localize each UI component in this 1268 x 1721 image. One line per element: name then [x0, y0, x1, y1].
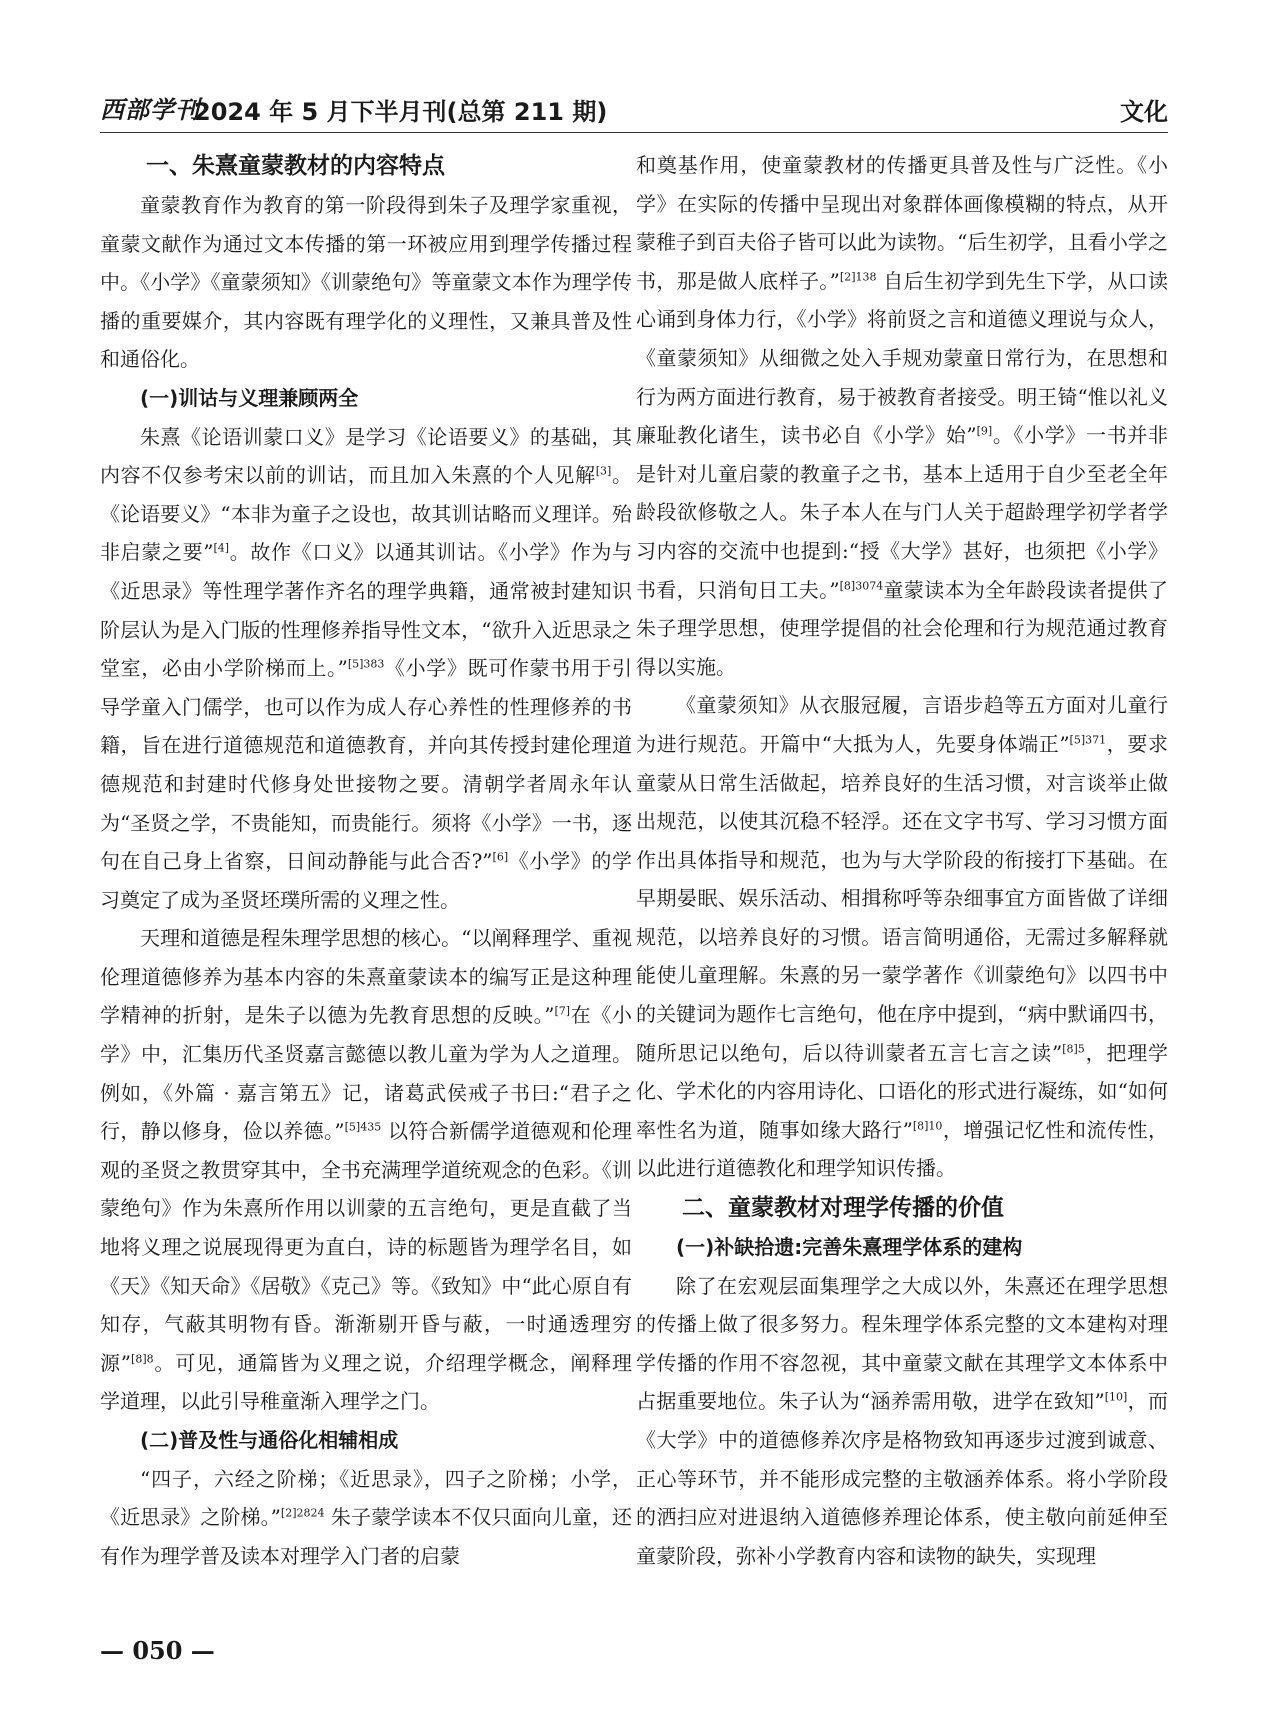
citation: [8]3074 [839, 578, 884, 592]
citation: [2]2824 [280, 1506, 325, 1520]
citation: [7] [554, 1004, 571, 1018]
citation: [10] [1104, 1390, 1128, 1404]
paragraph-5: 除了在宏观层面集理学之大成以外，朱熹还在理学思想的传播上做了很多努力。程朱理学体系完整的文本建构对理学传播的作用不容忽视，其中童蒙文献在其理学文本体系中占据重要地位。朱子认为“涵养需用敬，进学在致知”[10]，而《大学》中的道德修养次序是格物致知再逐步过渡到诚意、正心等环节，并不能形成完整的主敬涵养体系。将小学阶段的洒扫应对进退纳入道德修养理论体系，使主敬向前延伸至童蒙阶段，弥补小学教育内容和读物的缺失，实现理 [636, 1273, 1168, 1568]
left-column [100, 146, 632, 1575]
paragraph-3-continued: 和奠基作用，使童蒙教材的传播更具普及性与广泛性。《小学》在实际的传播中呈现出对象群体画像模糊的特点，从开蒙稚子到百夫俗子皆可以此为读物。“后生初学，且看小学之书，那是做人底样子。”$^{[2]138}$ 自后生初学到先生下学，从口读心诵到身体力行，《小学》将前贤之言和道德义理说与众人，《童蒙须知》从细微之处入手规劝蒙童日常行为，在思想和行为两方面进行教育，易于被教育者接受。明王锜“惟以礼义廉耻教化诸生，读书必自《小学》始”[9]。《小学》一书并非是针对儿童启蒙的教童子之书，基本上适用于自少至老全年龄段欲修敬之人。朱子本人在与门人关于超龄理学初学者学习内容的交流中也提到:“授《大学》甚好，也须把《小学》书看，只消旬日工夫。”$^{[8]3074}$童蒙读本为全年龄段读者提供了朱子理学思想，使理学提倡的社会伦理和行为规范通过教育得以实施。 [636, 153, 1168, 679]
citation: [2]138 [839, 270, 877, 284]
paragraph-2: 天理和道德是程朱理学思想的核心。“以阐释理学、重视伦理道德修养为基本内容的朱熹童蒙读本的编写正是这种理学精神的折射，是朱子以德为先教育思想的反映。”[7]在《小学》中，汇集历代圣贤嘉言懿德以教儿童为学为人之道理。例如，《外篇 · 嘉言第五》记，诸葛武侯戒子书曰:“君子之行，静以修身，俭以养德。”$^{[5]435}$ 以符合新儒学道德观和伦理观的圣贤之教贯穿其中，全书充满理学道统观念的色彩。《训蒙绝句》作为朱熹所作用以训蒙的五言绝句，更是直截了当地将义理之说展现得更为直白，诗的标题皆为理学名目，如《天》《知天命》《居敬》《克己》等。《致知》中“此心原自有知存，气蔽其明物有昏。渐渐剔开昏与蔽，一时通透理穷源”$^{[8]8}$。可见，通篇皆为义理之说，介绍理学概念，阐释理学道理，以此引导稚童渐入理学之门。 [100, 926, 633, 1414]
citation: [5]371 [1069, 733, 1107, 747]
page-number: — 050 — [100, 1636, 215, 1665]
paragraph-1: 朱熹《论语训蒙口义》是学习《论语要义》的基础，其内容不仅参考宋以前的训诂，而且加入朱熹的个人见解[3]。《论语要义》“本非为童子之设也，故其训诂略而义理详。殆非启蒙之要”[4]。故作《口义》以通其训诂。《小学》作为与《近思录》等性理学著作齐名的理学典籍，通常被封建知识阶层认为是入门版的性理修养指导性文本，“欲升入近思录之堂室，必由小学阶梯而上。”$^{[5]383}$《小学》既可作蒙书用于引导学童入门儒学，也可以作为成人存心养性的性理修养的书籍，旨在进行道德规范和道德教育，并向其传授封建伦理道德规范和封建时代修身处世接物之要。清朝学者周永年认为“圣贤之学，不贵能知，而贵能行。须将《小学》一书，逐句在自己身上省察，日间动静能与此合否?”[6]《小学》的学习奠定了成为圣贤坯璞所需的义理之性。 [100, 424, 633, 912]
journal-logo: 西部学刊 [100, 95, 200, 124]
intro-paragraph: 童蒙教育作为教育的第一阶段得到朱子及理学家重视，童蒙文献作为通过文本传播的第一环被应用到理学传播过程中。《小学》《童蒙须知》《训蒙绝句》等童蒙文本作为理学传播的重要媒介，其内容既有理学化的义理性，又兼具普及性和通俗化。 [100, 193, 632, 372]
subsection-heading-1-1: (一)训诂与义理兼顾两全 [140, 385, 359, 410]
subsection-heading-1-2: (二)普及性与通俗化相辅相成 [140, 1428, 399, 1452]
right-column [636, 146, 1168, 1575]
running-header [100, 92, 1168, 132]
section-label: 文化 [1120, 98, 1168, 126]
citation: [6] [492, 850, 509, 864]
citation: [3] [595, 464, 612, 478]
paragraph-3: “四子，六经之阶梯；《近思录》，四子之阶梯；小学，《近思录》之阶梯。”$^{[2]2824}$ 朱子蒙学读本不仅只面向儿童，还有作为理学普及读本对理学入门者的启蒙 [100, 1466, 632, 1568]
citation: [4] [213, 541, 230, 555]
citation: [8]8 [131, 1352, 154, 1366]
section-heading-2: 二、童蒙教材对理学传播的价值 [682, 1195, 1004, 1222]
citation: [5]435 [344, 1120, 382, 1134]
citation: [5]383 [347, 657, 385, 671]
citation: [8]5 [1062, 1042, 1085, 1055]
issue-info: 2024 年 5 月下半月刊(总第 211 期) [194, 98, 608, 126]
paragraph-4: 《童蒙须知》从衣服冠履，言语步趋等五方面对儿童行为进行规范。开篇中“大抵为人，先要身体端正”$^{[5]371}$，要求童蒙从日常生活做起，培养良好的生活习惯，对言谈举止做出规范，以使其沉稳不轻浮。还在文字书写、学习习惯方面作出具体指导和规范，也为与大学阶段的衔接打下基础。在早期晏眠、娱乐活动、相揖称呼等杂细事宜方面皆做了详细规范，以培养良好的习惯。语言简明通俗，无需过多解释就能使儿童理解。朱熹的另一蒙学著作《训蒙绝句》以四书中的关键词为题作七言绝句，他在序中提到，“病中默诵四书，随所思记以绝句，后以待训蒙者五言七言之读”$^{[8]5}$，把理学化、学术化的内容用诗化、口语化的形式进行凝练，如“如何率性名为道，随事如缘大路行”$^{[8]10}$，增强记忆性和流传性，以此进行道德教化和理学知识传播。 [636, 693, 1169, 1181]
section-heading-1: 一、朱熹童蒙教材的内容特点 [146, 153, 445, 179]
citation: [8]10 [912, 1119, 943, 1133]
subsection-heading-2-1: (一)补缺拾遗:完善朱熹理学体系的建构 [676, 1235, 1023, 1260]
citation: [9] [976, 424, 993, 438]
header-rule [100, 132, 1168, 133]
